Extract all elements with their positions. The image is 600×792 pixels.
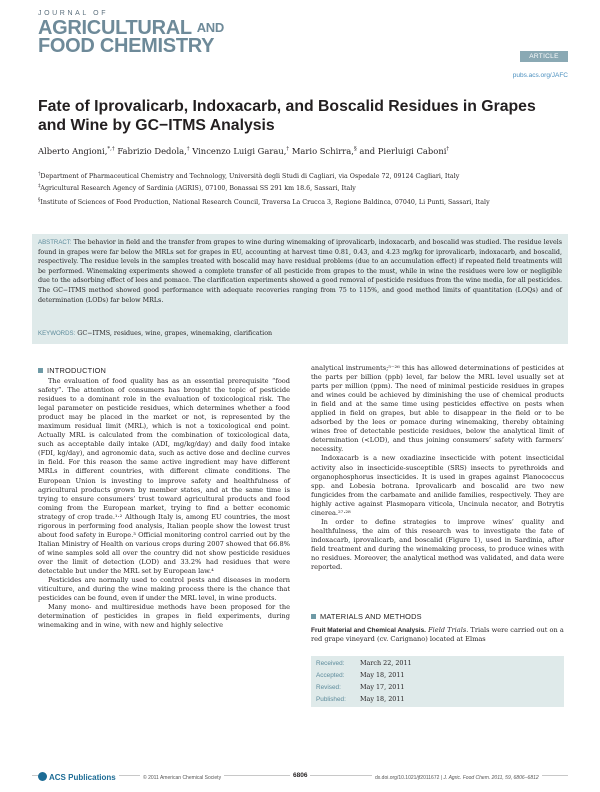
author-affil-mark: *,† bbox=[107, 146, 115, 153]
affiliation-mark: § bbox=[38, 198, 41, 203]
journal-name-prefix: JOURNAL OF bbox=[38, 10, 109, 17]
journal-name-line1: AGRICULTURAL bbox=[38, 17, 192, 39]
affiliation-text: Agricultural Research Agency of Sardinia (AGRIS), 07100, Bonassai SS 291 km 18.6, Sassari, Italy bbox=[40, 185, 356, 193]
abstract-body: The behavior in field and the transfer from grapes to wine during winemaking of iprovalicarb, indoxacarb, and boscalid was studied. The residue levels found in grapes were far below the MRLs set for grapes in EU, accounting at harvest time 0.81, 0.43, and 4.23 mg/kg for iprovalicarb, indoxacarb, and boscalid, respectively. The residue levels in the samples treated with boscalid may have residual problems (due to an accumulation effect) if repeated field treatments will be performed. Winemaking experiments showed a complete transfer of all pesticide from grapes to the must, while in wine the residues were low or negligible due to the adsorbing effect of lees and pomace. The clarification experiments showed a good removal of pesticide residues from the wine media, for all pesticides. The GC−ITMS method showed good performance with adequate recoveries ranging from 75 to 115%, and good method limits of quantitation (LOQs) and of determination (LODs) far below MRLs. bbox=[38, 239, 563, 304]
author-name[interactable]: and Pierluigi Caboni bbox=[359, 146, 447, 156]
author-list bbox=[38, 146, 578, 156]
section-heading-materials: MATERIALS AND METHODS bbox=[311, 612, 422, 621]
article-title: Fate of Iprovalicarb, Indoxacarb, and Boscalid Residues in Grapes and Wine by GC−ITMS Analysis bbox=[38, 98, 536, 134]
author-name[interactable]: Fabrizio Dedola, bbox=[117, 146, 187, 156]
subsection-italic: Field Trials. bbox=[428, 626, 469, 634]
paragraph: analytical instruments;⁵⁻²⁶ this has allowed determinations of pesticides at the parts per billion (ppb) level, far below the MRL level usually set at parts per million (ppm). The need of minimal pesticide residues in grapes and wines could be achieved by diminishing the use of chemical products in field and at the same time using pesticides effective on pests when applied in field on grapes, but able to disappear in the field or to be adsorbed by the lees or pomace during winemaking, thereby obtaining wines free of detectable pesticide residues, below the analytical limit of determination (<LOD), and thus joining consumers’ safety with farmers’ necessity. bbox=[311, 364, 564, 454]
author-affil-mark: † bbox=[186, 146, 190, 153]
keywords-label: KEYWORDS: bbox=[38, 330, 76, 337]
author-affil-mark: § bbox=[353, 146, 357, 153]
paragraph: The evaluation of food quality has as an essential prerequisite “food safety”. The attention of consumers has brought the topic of pesticide residues to a dominant role in the evaluation of toxicological risk. The legal parameter on pesticide residues, which determines whether a food product may be placed in the market or not, is represented by the maximum residual limit (MRL), which is not a toxicological end point. Actually MRL is calculated from the combination of toxicological data, such as acceptable daily intake (ADI, mg/kg/day) and daily food intake (FDI, kg/day), and agronomic data, such as active dose and decline curves in field. For this reason the same active ingredient may have different MRLs in different countries, with different climate conditions. The European Union is investing to improve safety and healthfulness of agricultural products grown by member states, and at the same time is trying to ensure consumers’ trust toward agricultural products and food coming from the European market, trying to find a better economic strategy of crop trade.¹·² Although Italy is, among EU countries, the most rigorous in performing food analysis, Italian people show the lowest trust about food safety in Europe.³ Official monitoring control carried out by the Italian Ministry of Health on various crops during 2007 showed that 66.8% of wine samples sold all over the country did not show pesticide residues over the limit of detection (LOD) and 33.2% had residues that were detectable but under the MRL set by European law.⁴ bbox=[38, 377, 290, 575]
affiliation bbox=[38, 182, 578, 194]
journal-name-line2: FOOD CHEMISTRY bbox=[38, 35, 215, 57]
abstract-label: ABSTRACT: bbox=[38, 239, 72, 246]
keywords-list: GC−ITMS, residues, wine, grapes, winemaking, clarification bbox=[77, 330, 273, 337]
abstract bbox=[38, 238, 562, 305]
page-number: 6806 bbox=[290, 772, 310, 779]
section-square-icon bbox=[311, 614, 316, 619]
author-affil-mark: † bbox=[286, 146, 290, 153]
copyright-notice: © 2011 American Chemical Society bbox=[140, 775, 224, 781]
article-type-badge: ARTICLE bbox=[520, 51, 568, 62]
left-column bbox=[38, 377, 290, 630]
publisher-logo[interactable]: ACS Publications bbox=[38, 772, 119, 782]
right-column bbox=[311, 364, 564, 572]
journal-logo bbox=[38, 19, 224, 55]
date-received: Received: March 22, 2011 bbox=[316, 659, 412, 667]
paragraph: Many mono- and multiresidue methods have been proposed for the determination of pesticides in grapes in field experiments, during winemaking and in wine, with new and highly selective bbox=[38, 603, 290, 630]
fruit-material-paragraph bbox=[311, 626, 564, 644]
keywords bbox=[38, 330, 562, 337]
journal-name-and: AND bbox=[196, 20, 224, 35]
paragraph: In order to define strategies to improve wines’ quality and healthfulness, the aim of this research was to investigate the fate of indoxacarb, iprovalicarb, and boscalid (Figure 1), used in Sardinia, after field treatment and during the winemaking process, to produce wines with no residues. Moreover, the analytical method was validated, and data were reported. bbox=[311, 517, 564, 572]
date-published: Published: May 18, 2011 bbox=[316, 695, 405, 703]
date-accepted: Accepted: May 18, 2011 bbox=[316, 671, 405, 679]
dates-box bbox=[311, 656, 564, 707]
paragraph: Pesticides are normally used to control pests and diseases in modern viticulture, and during the wine making process there is the chance that pesticides can be found, even if under the MRL level, in wine products. bbox=[38, 576, 290, 603]
affiliation-text: Institute of Sciences of Food Production, National Research Council, Traversa La Crucca 3, Regione Baldinca, 07040, Li Punti, Sassari, Italy bbox=[40, 199, 490, 207]
paragraph-text: Trials were carried out on a red grape vineyard (cv. Carignano) located at Elmas bbox=[311, 626, 564, 644]
subsection-title: Fruit Material and Chemical Analysis. bbox=[311, 627, 426, 634]
affiliation bbox=[38, 170, 578, 182]
acs-logo-icon bbox=[38, 772, 47, 781]
author-name[interactable]: Vincenzo Luigi Garau, bbox=[192, 146, 287, 156]
affiliation-mark: ‡ bbox=[38, 184, 41, 189]
section-heading-introduction: INTRODUCTION bbox=[38, 366, 106, 375]
affiliation-mark: † bbox=[38, 172, 41, 177]
paragraph: Indoxacarb is a new oxadiazine insecticide with potent insecticidal activity also in insecticide-susceptible (SRS) insects to pyrethroids and organophosphorus insecticides. It is used in grapes against Planococcus spp. and Lobesia botrana. Iprovalicarb and boscalid are two new fungicides from the carbamate and anilide families, respectively. They are highly active against Plasmopara viticola, Uncinula necator, and Botrytis cinerea.²⁷·²⁸ bbox=[311, 454, 564, 517]
author-name[interactable]: Mario Schirra, bbox=[291, 146, 354, 156]
author-name[interactable]: Alberto Angioni, bbox=[38, 146, 108, 156]
doi-citation[interactable]: dx.doi.org/10.1021/jf2011672 | J. Agric. Food Chem. 2011, 59, 6806−6812 bbox=[372, 775, 542, 781]
author-affil-mark: † bbox=[446, 146, 450, 153]
journal-url-link[interactable]: pubs.acs.org/JAFC bbox=[512, 72, 568, 79]
affiliation-text: Department of Pharmaceutical Chemistry and Technology, Università degli Studi di Cagliari, via Ospedale 72, 09124 Cagliari, Italy bbox=[40, 173, 460, 181]
date-revised: Revised: May 17, 2011 bbox=[316, 683, 405, 691]
section-square-icon bbox=[38, 368, 43, 373]
affiliation bbox=[38, 196, 508, 208]
